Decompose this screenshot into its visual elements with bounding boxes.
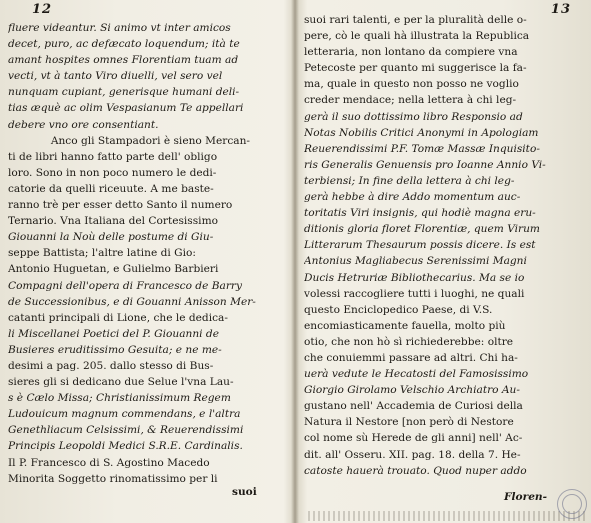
text-line: ti de libri hanno fatto parte dell' obligo — [8, 150, 218, 163]
text-line: ris Generalis Genuensis pro Ioanne Annio Vi- — [304, 158, 546, 171]
text-line: Antonio Huguetan, e Gulielmo Barbieri — [8, 263, 219, 276]
text-line: li Miscellanei Poetici del P. Giouanni de — [8, 327, 219, 340]
text-line: Natura il Nestore [non però di Nestore — [304, 416, 514, 429]
left-page — [0, 0, 292, 523]
text-line: Antonius Magliabecus Serenissimi Magni — [304, 255, 527, 268]
text-line: Giouanni la Noù delle postume di Giu- — [8, 231, 214, 244]
text-line: Principis Leopoldi Medici S.R.E. Cardinalis. — [8, 440, 243, 453]
text-line: amant hospites omnes Florentiam tuam ad — [8, 54, 239, 67]
text-line: decet, puro, ac defæcato loquendum; ità te — [8, 38, 240, 51]
text-line: Reuerendissimi P.F. Tomæ Massæ Inquisito- — [304, 142, 540, 155]
text-line: s è Cælo Missa; Christianissimum Regem — [8, 392, 231, 405]
text-line: Litterarum Thesaurum possis dicere. Is est — [304, 239, 536, 252]
text-line: terbiensi; In fine della lettera à chi leg- — [304, 174, 515, 187]
text-line: col nome sù Herede de gli anni] nell' Ac- — [304, 432, 523, 445]
text-line: letteraria, non lontano da compiere vna — [304, 46, 518, 59]
text-line: catorie da quelli riceuute. A me baste- — [8, 182, 214, 195]
text-line: pere, cò le quali hà illustrata la Republica — [304, 30, 530, 43]
text-line: Notas Nobilis Critici Anonymi in Apologiam — [304, 126, 539, 139]
text-line: che conuiemmi passare ad altri. Chi ha- — [304, 351, 518, 364]
text-line: desimi a pag. 205. dallo stesso di Bus- — [8, 359, 214, 372]
text-line: questo Enciclopedico Paese, di V.S. — [304, 303, 493, 316]
text-line: toritatis Viri insignis, qui hodiè magna eru- — [304, 207, 536, 220]
text-line: Busieres eruditissimo Gesuita; e ne me- — [8, 343, 222, 356]
text-line: Compagni dell'opera di Francesco de Barry — [8, 279, 242, 292]
left-page-text — [8, 20, 290, 487]
text-line: volessi raccogliere tutti i luoghi, ne quali — [304, 287, 525, 300]
text-line: otio, che non hò sì richiederebbe: oltre — [304, 335, 514, 348]
show-through-bleed — [308, 511, 588, 521]
text-line: Ducis Hetruriæ Bibliothecarius. Ma se io — [304, 271, 525, 284]
text-line: gerà hebbe à dire Addo momentum auc- — [304, 191, 521, 204]
text-line: catanti principali di Lione, che le dedica- — [8, 311, 228, 324]
catchword-right: Floren- — [504, 491, 548, 503]
right-page — [298, 0, 591, 523]
text-line: catoste hauerà trouato. Quod nuper addo — [304, 464, 527, 477]
text-line: Anco gli Stampadori è sieno Mercan- — [50, 134, 250, 147]
text-line: Giorgio Girolamo Velschio Archiatro Au- — [304, 384, 520, 397]
page-number-right: 13 — [550, 2, 571, 17]
text-line: creder mendace; nella lettera à chi leg- — [304, 94, 517, 107]
text-line: uerà vedute le Hecatosti del Famosissimo — [304, 368, 529, 381]
text-line: Minorita Soggetto rinomatissimo per li — [8, 472, 218, 485]
text-line: ranno trè per esser detto Santo il numero — [8, 199, 233, 212]
text-line: loro. Sono in non poco numero le dedi- — [8, 166, 217, 179]
text-line: fluere videantur. Si animo vt inter amicos — [8, 22, 231, 34]
text-line: Petecoste per quanto mi suggerisce la fa- — [304, 62, 527, 75]
catchword-left: suoi — [232, 486, 257, 498]
text-line: gustano nell' Accademia de Curiosi della — [304, 400, 523, 413]
text-line: sieres gli si dedicano due Selue l'vna Lau- — [8, 376, 234, 389]
text-line: Ternario. Vna Italiana del Cortesissimo — [8, 215, 218, 228]
text-line: nunquam cupiant, generisque humani deli- — [8, 86, 240, 99]
text-line: Genethliacum Celsissimi, & Reuerendissimi — [8, 424, 244, 437]
text-line: debere vno ore consentiant. — [8, 118, 159, 131]
right-page-text — [304, 12, 588, 479]
text-line: seppe Battista; l'altre latine di Gio: — [8, 247, 196, 260]
text-line: Ludouicum magnum commendans, e l'altra — [8, 408, 241, 421]
text-line: ditionis gloria floret Florentiæ, quem Virum — [304, 223, 540, 236]
text-line: Il P. Francesco di S. Agostino Macedo — [8, 456, 210, 469]
library-stamp-icon — [557, 489, 587, 519]
text-line: dit. all' Osseru. XII. pag. 18. della 7. He- — [304, 448, 521, 461]
page-number-left: 12 — [32, 2, 53, 17]
text-line: vecti, vt à tanto Viro diuelli, vel sero vel — [8, 70, 223, 83]
text-line: gerà il suo dottissimo libro Responsio ad — [304, 110, 523, 123]
text-line: de Successionibus, e di Gouanni Anisson Mer- — [8, 295, 256, 308]
text-line: suoi rari talenti, e per la pluralità delle o- — [304, 14, 527, 26]
text-line: ma, quale in questo non posso ne voglio — [304, 78, 519, 91]
text-line: encomiasticamente fauella, molto più — [304, 319, 506, 332]
text-line: tias æquè ac olim Vespasianum Te appellari — [8, 102, 244, 115]
